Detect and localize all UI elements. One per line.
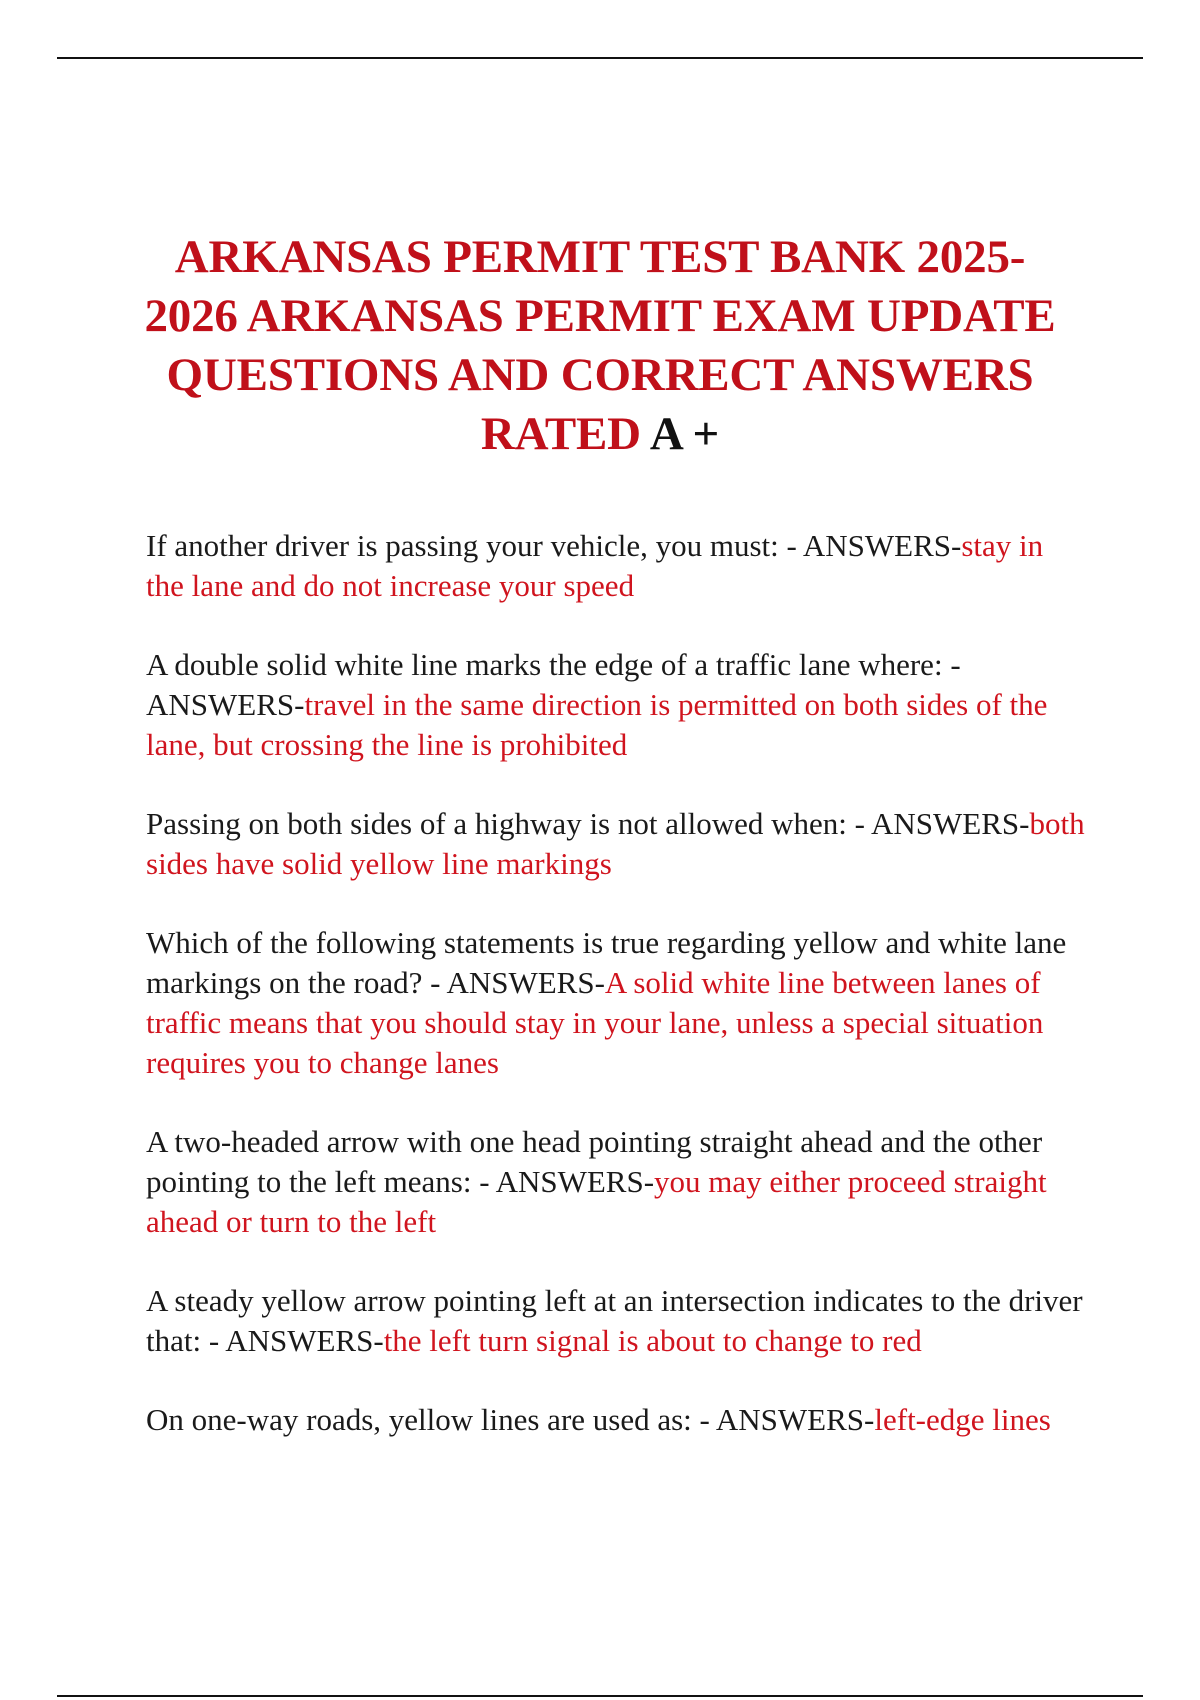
answer-prefix: - ANSWERS- (422, 965, 605, 1000)
question-text: If another driver is passing your vehicle, you must: (146, 528, 779, 563)
question-text: A steady yellow arrow pointing left at an intersection indicates to the driver that: (146, 1283, 1083, 1358)
answer-prefix: - ANSWERS- (471, 1164, 655, 1199)
title-grade: A + (649, 408, 720, 460)
bottom-rule (57, 1695, 1143, 1697)
qa-item (146, 804, 1086, 884)
answer-text: stay in the lane and do not increase your speed (146, 528, 1044, 603)
answer-text: travel in the same direction is permitted on both sides of the lane, but crossing the line is prohibited (146, 687, 1048, 762)
title-text: ARKANSAS PERMIT TEST BANK 2025-2026 ARKANSAS PERMIT EXAM UPDATE QUESTIONS AND CORRECT ANSWERS RATED (144, 231, 1056, 460)
qa-item (146, 526, 1086, 606)
document-title (130, 228, 1070, 464)
qa-item (146, 1281, 1086, 1361)
answer-prefix: - ANSWERS- (778, 528, 962, 563)
qa-item (146, 645, 1086, 765)
qa-list (146, 526, 1086, 1479)
qa-item (146, 1122, 1086, 1242)
top-rule (57, 57, 1143, 59)
answer-prefix: - ANSWERS- (146, 647, 961, 722)
question-text: Which of the following statements is true regarding yellow and white lane markings on the road? (146, 925, 1067, 1000)
answer-text: both sides have solid yellow line markings (146, 806, 1085, 881)
qa-item (146, 923, 1086, 1083)
question-text: A two-headed arrow with one head pointing straight ahead and the other pointing to the left means: (146, 1124, 1043, 1199)
answer-text: the left turn signal is about to change to red (383, 1323, 922, 1358)
answer-text: A solid white line between lanes of traffic means that you should stay in your lane, unless a special situation requires you to change lanes (146, 965, 1044, 1080)
answer-text: you may either proceed straight ahead or turn to the left (146, 1164, 1047, 1239)
question-text: Passing on both sides of a highway is not allowed when: (146, 806, 847, 841)
qa-item (146, 1400, 1086, 1440)
answer-text: left-edge lines (874, 1402, 1051, 1437)
answer-prefix: - ANSWERS- (691, 1402, 875, 1437)
question-text: On one-way roads, yellow lines are used as: (146, 1402, 692, 1437)
answer-prefix: - ANSWERS- (201, 1323, 384, 1358)
question-text: A double solid white line marks the edge of a traffic lane where: (146, 647, 943, 682)
answer-prefix: - ANSWERS- (846, 806, 1030, 841)
